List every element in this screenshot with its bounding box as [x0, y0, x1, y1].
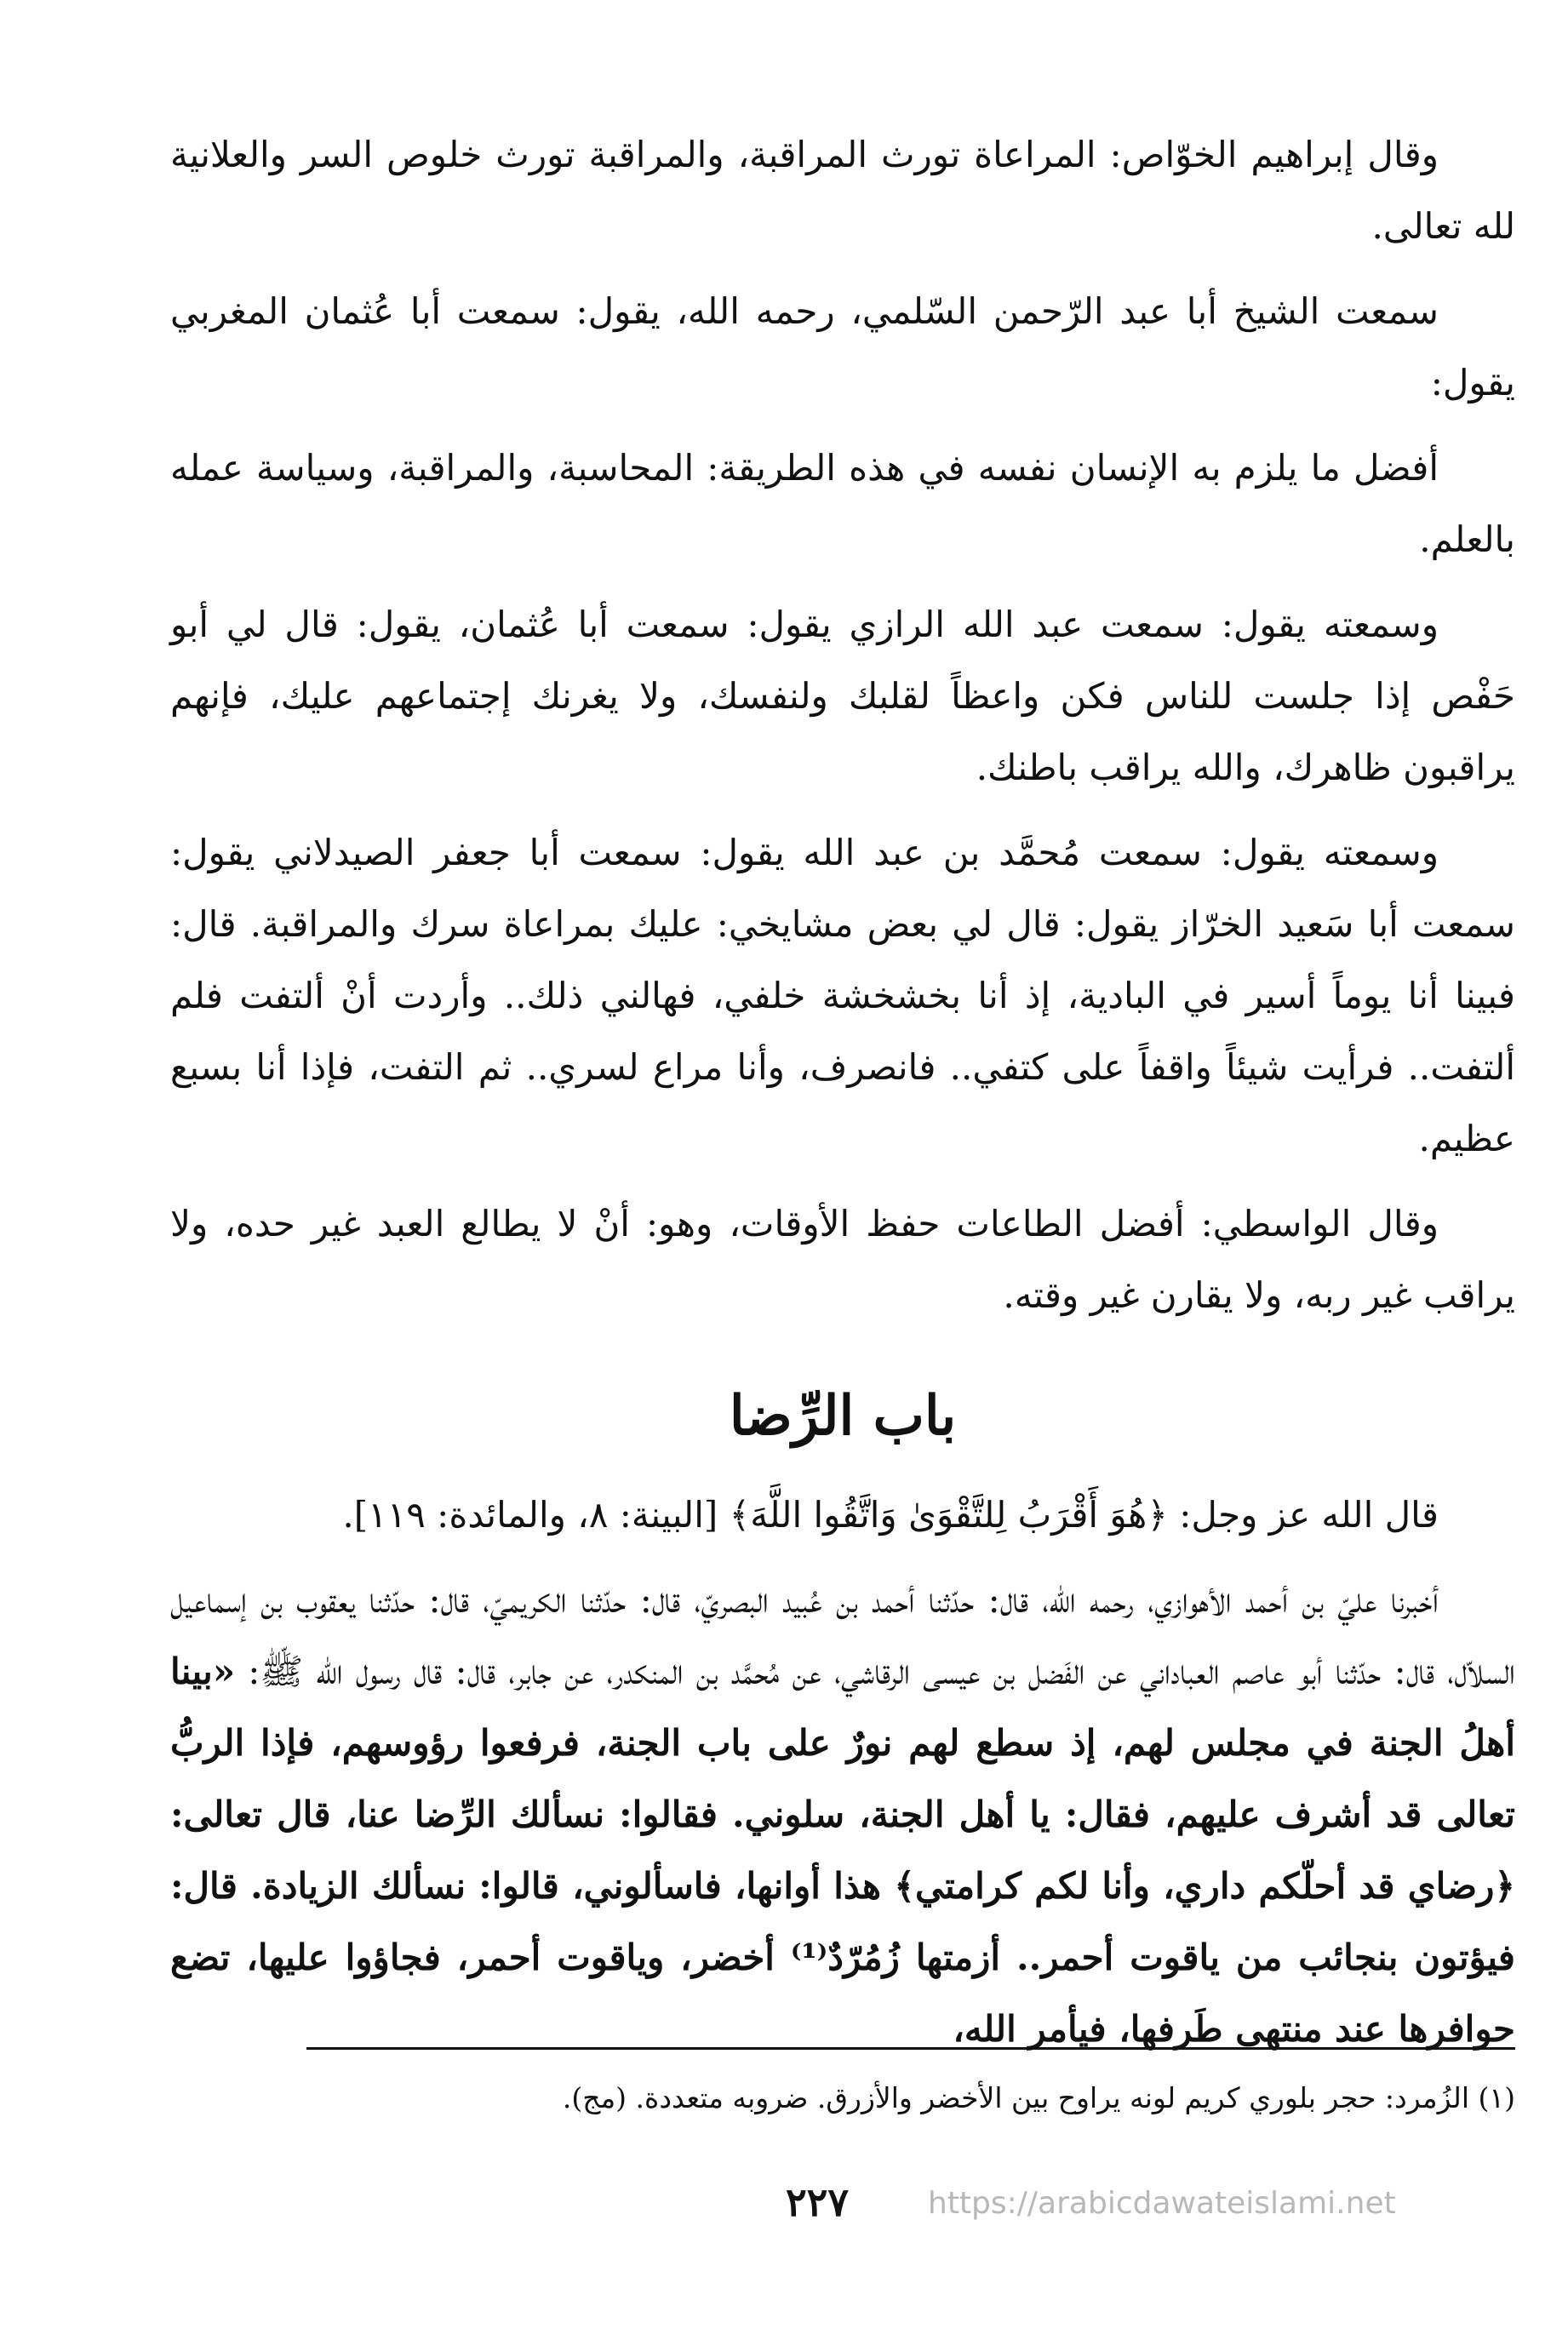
chapter-title: باب الرِّضا — [729, 1384, 957, 1448]
paragraph-abu-hafs: وسمعته يقول: سمعت عبد الله الرازي يقول: سمعت أبا عُثمان، يقول: قال لي أبو حَفْص إذا جلست للناس فكن واعظاً لقلبك ولنفسك، ولا يغرنك إجتماعهم عليك، فإنهم يراقبون ظاهرك، والله يراقب باطنك. — [170, 604, 1515, 788]
hadith-paragraph — [170, 1565, 1515, 2065]
watermark-url: https://arabicdawateislami.net — [928, 2186, 1396, 2221]
paragraph-khawwas: وقال إبراهيم الخوّاص: المراعاة تورث المراقبة، والمراقبة تورث خلوص السر والعلانية لله تعالى. — [170, 134, 1515, 247]
page-body — [170, 119, 1515, 2079]
paragraph-wasiti: وقال الواسطي: أفضل الطاعات حفظ الأوقات، وهو: أنْ لا يطالع العبد غير حده، ولا يراقب غير ربه، ولا يقارن غير وقته. — [170, 1203, 1515, 1316]
paragraph-kharraz: وسمعته يقول: سمعت مُحمَّد بن عبد الله يقول: سمعت أبا جعفر الصيدلاني يقول: سمعت أبا سَعيد الخرّاز يقول: قال لي بعض مشايخي: عليك بمراعاة سرك والمراقبة. قال: فبينا أنا يوماً أسير في البادية، إذ أنا بخشخشة خلفي، فهالني ذلك.. وأردت أنْ ألتفت فلم ألتفت.. فرأيت شيئاً واقفاً على كتفي.. فانصرف، وأنا مراع لسري.. ثم التفت، فإذا أنا بسبع عظيم. — [170, 832, 1515, 1159]
paragraph-muhasaba: أفضل ما يلزم به الإنسان نفسه في هذه الطريقة: المحاسبة، والمراقبة، وسياسة عمله بالعلم. — [170, 447, 1515, 560]
footnote: (١) الزُمرد: حجر بلوري كريم لونه يراوح بين الأخضر والأزرق. ضروبه متعددة. (مج). — [562, 2081, 1515, 2114]
hadith-text: «بينا أهلُ الجنة في مجلس لهم، إذ سطع لهم نورٌ على باب الجنة، فرفعوا رؤوسهم، فإذا الربُّ تعالى قد أشرف عليهم، فقال: يا أهل الجنة، سلوني. فقالوا: نسألك الرِّضا عنا، قال تعالى: ﴿رضاي قد أحلّكم داري، وأنا لكم كرامتي﴾ هذا أوانها، فاسألوني، قالوا: نسألك الزيادة. قال: فيؤتون بنجائب من ياقوت أحمر.. أزمتها زُمُرّدٌ⁽¹⁾ أخضر، وياقوت أحمر، فجاؤوا عليها، تضع حوافرها عند منتهى طَرفها، فيأمر الله، — [170, 1651, 1515, 2050]
page-number: ٢٢٧ — [785, 2179, 850, 2225]
footnote-divider — [306, 2047, 1515, 2050]
paragraph-sulami: سمعت الشيخ أبا عبد الرّحمن السّلمي، رحمه الله، يقول: سمعت أبا عُثمان المغربي يقول: — [170, 290, 1515, 403]
hadith-chain: أخبرنا عليّ بن أحمد الأهوازي، رحمه الله، قال: حدّثنا أحمد بن عُبيد البصريّ، قال: حدّثنا الكريميّ، قال: حدّثنا يعقوب بن إسماعيل السلاّل، قال: حدّثنا أبو عاصم العباداني عن الفَضل بن عيسى الرقاشي، عن مُحمَّد بن المنكدر، عن جابر، قال: قال رسول الله ﷺ: — [170, 1579, 1515, 1692]
quran-verse-paragraph: قال الله عز وجل: ﴿هُوَ أَقْرَبُ لِلتَّقْوَىٰ وَاتَّقُوا اللَّهَ﴾ [البينة: ٨، والمائدة: ١١٩]. — [342, 1494, 1439, 1536]
